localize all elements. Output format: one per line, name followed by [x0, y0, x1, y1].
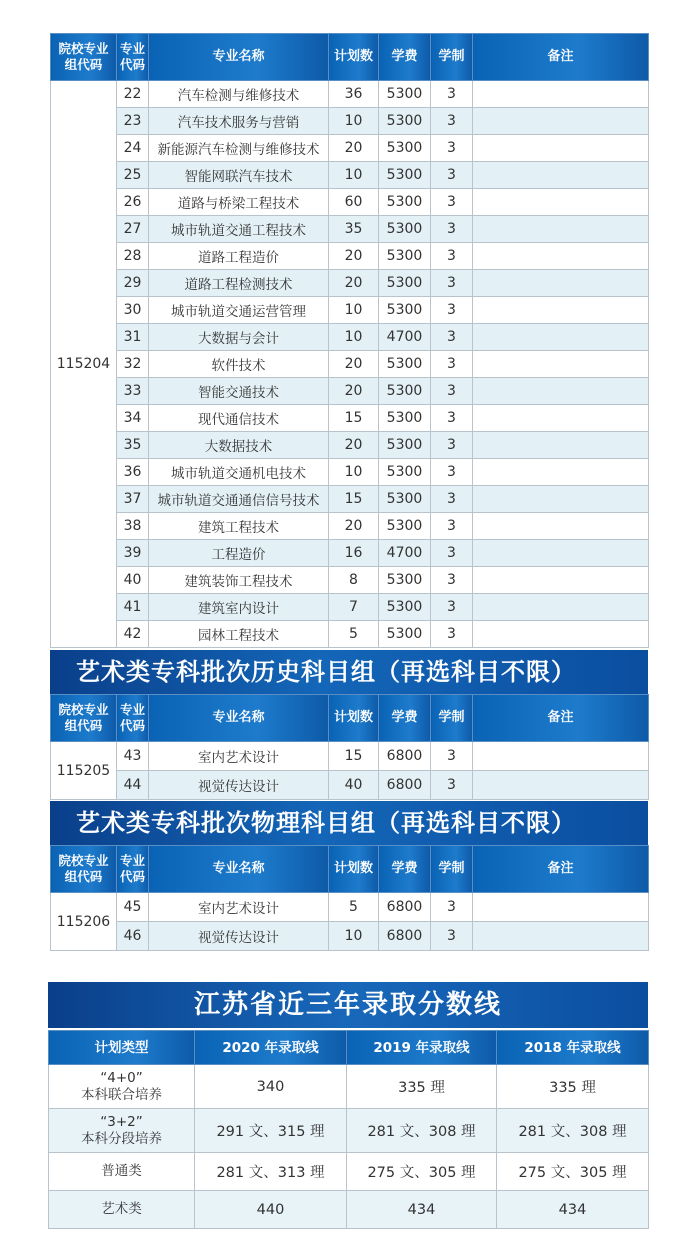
scores-header-2020: 2020 年录取线	[195, 1031, 347, 1065]
major-name-cell: 工程造价	[149, 540, 329, 567]
major-code-cell: 40	[117, 567, 149, 594]
table-row	[51, 216, 649, 243]
plan-type-line1: 艺术类	[101, 1201, 142, 1217]
major-code-cell: 33	[117, 378, 149, 405]
header-group-code: 院校专业组代码	[51, 846, 117, 893]
plan-cell: 20	[329, 243, 379, 270]
note-cell	[473, 405, 649, 432]
plan-type-line1: “3+2”	[100, 1113, 143, 1130]
major-name-cell: 汽车技术服务与营销	[149, 108, 329, 135]
plan-cell: 5	[329, 893, 379, 922]
note-cell	[473, 81, 649, 108]
header-fee: 学费	[379, 695, 431, 742]
major-name-cell: 建筑室内设计	[149, 594, 329, 621]
major-name-cell: 城市轨道交通工程技术	[149, 216, 329, 243]
scores-header-2019: 2019 年录取线	[347, 1031, 497, 1065]
major-name-cell: 园林工程技术	[149, 621, 329, 648]
note-cell	[473, 893, 649, 922]
score-2018-cell: 335 理	[497, 1065, 649, 1109]
table-row	[51, 893, 649, 922]
table-row	[51, 513, 649, 540]
major-name-cell: 大数据技术	[149, 432, 329, 459]
plan-cell: 16	[329, 540, 379, 567]
major-code-cell: 22	[117, 81, 149, 108]
major-code-cell: 43	[117, 742, 149, 771]
major-name-cell: 智能网联汽车技术	[149, 162, 329, 189]
header-note: 备注	[473, 34, 649, 81]
scores-title: 江苏省近三年录取分数线	[48, 982, 648, 1028]
header-major-name: 专业名称	[149, 695, 329, 742]
score-2018-cell: 434	[497, 1191, 649, 1229]
duration-cell: 3	[431, 486, 473, 513]
score-2020-cell: 291 文、315 理	[195, 1109, 347, 1153]
note-cell	[473, 922, 649, 951]
major-code-cell: 44	[117, 771, 149, 800]
major-code-cell: 39	[117, 540, 149, 567]
note-cell	[473, 135, 649, 162]
plan-cell: 10	[329, 108, 379, 135]
major-name-cell: 智能交通技术	[149, 378, 329, 405]
table-row	[51, 81, 649, 108]
table-row	[49, 1153, 649, 1191]
fee-cell: 5300	[379, 216, 431, 243]
scores-header-2018: 2018 年录取线	[497, 1031, 649, 1065]
major-name-cell: 汽车检测与维修技术	[149, 81, 329, 108]
plan-type-cell	[49, 1065, 195, 1109]
group-code-cell: 115205	[51, 742, 117, 800]
table-row	[51, 189, 649, 216]
plan-type-line2: 本科联合培养	[81, 1086, 162, 1103]
fee-cell: 5300	[379, 162, 431, 189]
duration-cell: 3	[431, 270, 473, 297]
table-row	[51, 459, 649, 486]
fee-cell: 5300	[379, 378, 431, 405]
note-cell	[473, 459, 649, 486]
duration-cell: 3	[431, 405, 473, 432]
table-row	[51, 243, 649, 270]
duration-cell: 3	[431, 922, 473, 951]
header-group-code: 院校专业组代码	[51, 695, 117, 742]
major-name-cell: 城市轨道交通运营管理	[149, 297, 329, 324]
major-code-cell: 46	[117, 922, 149, 951]
note-cell	[473, 486, 649, 513]
table-row	[51, 771, 649, 800]
table-row	[51, 621, 649, 648]
plan-type-cell	[49, 1153, 195, 1191]
plan-type-line2: 本科分段培养	[81, 1130, 162, 1147]
plan-cell: 10	[329, 324, 379, 351]
duration-cell: 3	[431, 594, 473, 621]
major-code-cell: 37	[117, 486, 149, 513]
fee-cell: 5300	[379, 351, 431, 378]
major-code-cell: 29	[117, 270, 149, 297]
table-row	[51, 567, 649, 594]
table-row	[49, 1065, 649, 1109]
plan-cell: 5	[329, 621, 379, 648]
major-name-cell: 道路与桥梁工程技术	[149, 189, 329, 216]
plan-cell: 10	[329, 459, 379, 486]
table-row	[51, 594, 649, 621]
group-code-cell: 115204	[51, 81, 117, 648]
plan-cell: 20	[329, 351, 379, 378]
section-title-history: 艺术类专科批次历史科目组（再选科目不限）	[50, 650, 648, 694]
fee-cell: 6800	[379, 922, 431, 951]
major-code-cell: 30	[117, 297, 149, 324]
fee-cell: 5300	[379, 594, 431, 621]
major-name-cell: 视觉传达设计	[149, 771, 329, 800]
plan-type-cell	[49, 1109, 195, 1153]
plan-cell: 15	[329, 405, 379, 432]
major-name-cell: 城市轨道交通机电技术	[149, 459, 329, 486]
major-code-cell: 31	[117, 324, 149, 351]
plan-cell: 20	[329, 135, 379, 162]
header-plan: 计划数	[329, 695, 379, 742]
table-row	[51, 405, 649, 432]
fee-cell: 5300	[379, 567, 431, 594]
major-name-cell: 室内艺术设计	[149, 742, 329, 771]
duration-cell: 3	[431, 378, 473, 405]
plan-cell: 7	[329, 594, 379, 621]
table-row	[51, 135, 649, 162]
major-name-cell: 室内艺术设计	[149, 893, 329, 922]
table-row	[49, 1191, 649, 1229]
table-row	[51, 486, 649, 513]
major-code-cell: 45	[117, 893, 149, 922]
plan-cell: 35	[329, 216, 379, 243]
fee-cell: 4700	[379, 540, 431, 567]
plan-cell: 20	[329, 270, 379, 297]
major-name-cell: 建筑工程技术	[149, 513, 329, 540]
note-cell	[473, 432, 649, 459]
table-row	[49, 1109, 649, 1153]
fee-cell: 5300	[379, 270, 431, 297]
table-row	[51, 432, 649, 459]
duration-cell: 3	[431, 243, 473, 270]
plan-cell: 15	[329, 486, 379, 513]
header-major-name: 专业名称	[149, 34, 329, 81]
header-major-code: 专业代码	[117, 34, 149, 81]
duration-cell: 3	[431, 567, 473, 594]
plan-cell: 40	[329, 771, 379, 800]
duration-cell: 3	[431, 189, 473, 216]
duration-cell: 3	[431, 893, 473, 922]
fee-cell: 5300	[379, 405, 431, 432]
plan-cell: 15	[329, 742, 379, 771]
score-2019-cell: 335 理	[347, 1065, 497, 1109]
fee-cell: 5300	[379, 432, 431, 459]
major-name-cell: 现代通信技术	[149, 405, 329, 432]
score-2020-cell: 440	[195, 1191, 347, 1229]
plan-cell: 20	[329, 432, 379, 459]
header-note: 备注	[473, 695, 649, 742]
note-cell	[473, 108, 649, 135]
note-cell	[473, 540, 649, 567]
plan-type-cell	[49, 1191, 195, 1229]
major-name-cell: 道路工程检测技术	[149, 270, 329, 297]
score-2018-cell: 281 文、308 理	[497, 1109, 649, 1153]
plan-cell: 20	[329, 378, 379, 405]
major-name-cell: 大数据与会计	[149, 324, 329, 351]
note-cell	[473, 216, 649, 243]
major-code-cell: 28	[117, 243, 149, 270]
fee-cell: 6800	[379, 893, 431, 922]
note-cell	[473, 162, 649, 189]
fee-cell: 5300	[379, 189, 431, 216]
duration-cell: 3	[431, 351, 473, 378]
fee-cell: 5300	[379, 297, 431, 324]
major-name-cell: 城市轨道交通通信信号技术	[149, 486, 329, 513]
duration-cell: 3	[431, 459, 473, 486]
header-group-code: 院校专业组代码	[51, 34, 117, 81]
score-2018-cell: 275 文、305 理	[497, 1153, 649, 1191]
scores-header-type: 计划类型	[49, 1031, 195, 1065]
fee-cell: 5300	[379, 621, 431, 648]
note-cell	[473, 270, 649, 297]
plan-cell: 20	[329, 513, 379, 540]
major-code-cell: 41	[117, 594, 149, 621]
major-code-cell: 38	[117, 513, 149, 540]
score-2020-cell: 340	[195, 1065, 347, 1109]
header-plan: 计划数	[329, 846, 379, 893]
header-note: 备注	[473, 846, 649, 893]
duration-cell: 3	[431, 621, 473, 648]
header-major-code: 专业代码	[117, 846, 149, 893]
major-code-cell: 27	[117, 216, 149, 243]
score-2019-cell: 281 文、308 理	[347, 1109, 497, 1153]
section-title-physics: 艺术类专科批次物理科目组（再选科目不限）	[50, 801, 648, 845]
fee-cell: 5300	[379, 459, 431, 486]
score-2019-cell: 434	[347, 1191, 497, 1229]
table-row	[51, 922, 649, 951]
fee-cell: 5300	[379, 108, 431, 135]
header-duration: 学制	[431, 846, 473, 893]
note-cell	[473, 567, 649, 594]
plan-cell: 36	[329, 81, 379, 108]
group-code-cell: 115206	[51, 893, 117, 951]
note-cell	[473, 621, 649, 648]
note-cell	[473, 378, 649, 405]
note-cell	[473, 742, 649, 771]
major-code-cell: 42	[117, 621, 149, 648]
majors-table-group-115205	[50, 694, 648, 800]
plan-cell: 10	[329, 297, 379, 324]
major-code-cell: 26	[117, 189, 149, 216]
scores-table	[48, 1030, 648, 1229]
fee-cell: 5300	[379, 135, 431, 162]
table-row	[51, 540, 649, 567]
note-cell	[473, 513, 649, 540]
plan-cell: 10	[329, 922, 379, 951]
score-2020-cell: 281 文、313 理	[195, 1153, 347, 1191]
table-row	[51, 297, 649, 324]
major-code-cell: 35	[117, 432, 149, 459]
duration-cell: 3	[431, 216, 473, 243]
table-row	[51, 324, 649, 351]
duration-cell: 3	[431, 108, 473, 135]
plan-cell: 60	[329, 189, 379, 216]
header-plan: 计划数	[329, 34, 379, 81]
major-name-cell: 道路工程造价	[149, 243, 329, 270]
note-cell	[473, 771, 649, 800]
plan-cell: 10	[329, 162, 379, 189]
header-fee: 学费	[379, 34, 431, 81]
table-row	[51, 162, 649, 189]
majors-table-group-115206	[50, 845, 648, 951]
plan-cell: 8	[329, 567, 379, 594]
table-row	[51, 351, 649, 378]
duration-cell: 3	[431, 432, 473, 459]
duration-cell: 3	[431, 135, 473, 162]
major-code-cell: 24	[117, 135, 149, 162]
duration-cell: 3	[431, 324, 473, 351]
note-cell	[473, 351, 649, 378]
fee-cell: 5300	[379, 81, 431, 108]
fee-cell: 4700	[379, 324, 431, 351]
duration-cell: 3	[431, 162, 473, 189]
major-name-cell: 视觉传达设计	[149, 922, 329, 951]
duration-cell: 3	[431, 81, 473, 108]
score-2019-cell: 275 文、305 理	[347, 1153, 497, 1191]
note-cell	[473, 189, 649, 216]
fee-cell: 5300	[379, 513, 431, 540]
note-cell	[473, 324, 649, 351]
duration-cell: 3	[431, 540, 473, 567]
table-row	[51, 108, 649, 135]
major-code-cell: 23	[117, 108, 149, 135]
major-code-cell: 32	[117, 351, 149, 378]
note-cell	[473, 594, 649, 621]
fee-cell: 5300	[379, 243, 431, 270]
table-row	[51, 742, 649, 771]
duration-cell: 3	[431, 771, 473, 800]
table-row	[51, 270, 649, 297]
header-duration: 学制	[431, 34, 473, 81]
plan-type-line1: 普通类	[101, 1163, 142, 1179]
fee-cell: 6800	[379, 742, 431, 771]
fee-cell: 6800	[379, 771, 431, 800]
major-code-cell: 34	[117, 405, 149, 432]
duration-cell: 3	[431, 513, 473, 540]
major-name-cell: 建筑装饰工程技术	[149, 567, 329, 594]
major-code-cell: 25	[117, 162, 149, 189]
table-row	[51, 378, 649, 405]
note-cell	[473, 297, 649, 324]
majors-table-group-115204	[50, 33, 648, 648]
duration-cell: 3	[431, 742, 473, 771]
fee-cell: 5300	[379, 486, 431, 513]
major-name-cell: 软件技术	[149, 351, 329, 378]
major-name-cell: 新能源汽车检测与维修技术	[149, 135, 329, 162]
note-cell	[473, 243, 649, 270]
header-major-name: 专业名称	[149, 846, 329, 893]
header-duration: 学制	[431, 695, 473, 742]
duration-cell: 3	[431, 297, 473, 324]
header-major-code: 专业代码	[117, 695, 149, 742]
major-code-cell: 36	[117, 459, 149, 486]
header-fee: 学费	[379, 846, 431, 893]
plan-type-line1: “4+0”	[100, 1069, 143, 1086]
